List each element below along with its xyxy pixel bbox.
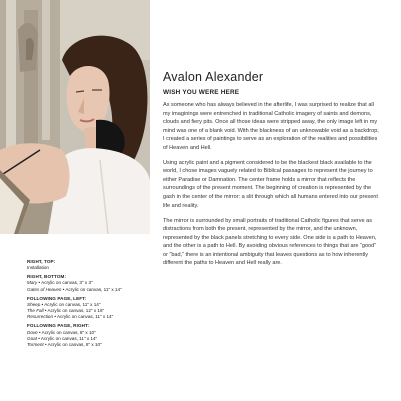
caption-heading: RIGHT, BOTTOM: bbox=[27, 274, 67, 280]
statement-paragraph: As someone who has always believed in the afterlife, I was surprised to realize that all my imaginings were entrenched in traditional Catholic imagery of saints and demons, clouds and fiery pits. Once all those ideas were stripped away, the only image left in my mind was one of a blank void. With the blackness of an unknowable void as a backdrop, I created a series of paintings to serve as an exploration of the realities and possibilities of Heaven and Hell. bbox=[163, 102, 379, 151]
caption-line: Installation bbox=[27, 265, 49, 271]
statement-paragraph: The mirror is surrounded by small portraits of traditional Catholic figures that serve as distractions from both the present, represented by the mirror, and the unknown, represented by the black panels stretching to every side. One side is a path to Heaven, and the other is a path to Hell. By avoiding obvious references to things that are “good” or “bad,” there is an intentional ambiguity that leaves questions as to how inherently different the paths to Heaven and Hell really are. bbox=[163, 217, 377, 267]
caption-line: Gates of Heaven • Acrylic on canvas, 11" x 14" bbox=[27, 286, 122, 292]
caption-heading: FOLLOWING PAGE, LEFT: bbox=[27, 295, 87, 301]
caption-block bbox=[27, 274, 152, 292]
artist-statement bbox=[163, 70, 380, 274]
caption-line: Goat • Acrylic on canvas, 11" x 14" bbox=[27, 335, 98, 341]
caption-line: The Fall • Acrylic on canvas, 12" x 16" bbox=[27, 308, 105, 314]
statement-paragraph: Using acrylic paint and a pigment considered to be the blackest black available to the world, I chose images vaguely related to Biblical passages to represent the journey to either Paradise or Damnation. The center frame holds a mirror that reflects the surroundings of the present moment. The beginning of creation is represented by the gash in the center of the mirror: a slit through which all humans entered into our present life and reality. bbox=[163, 159, 378, 209]
caption-heading: FOLLOWING PAGE, RIGHT: bbox=[27, 323, 90, 329]
image-captions bbox=[27, 259, 152, 351]
caption-line: Sheep • Acrylic on canvas, 11" x 14" bbox=[27, 301, 101, 307]
caption-line: Dove • Acrylic on canvas, 8" x 10" bbox=[27, 329, 96, 335]
artist-photo-illustration bbox=[0, 0, 150, 234]
caption-block bbox=[27, 296, 152, 320]
artist-photo bbox=[0, 0, 150, 234]
artist-name: Avalon Alexander bbox=[163, 70, 264, 84]
caption-line: Resurrection • Acrylic on canvas, 11" x 14" bbox=[27, 314, 114, 320]
caption-block bbox=[27, 323, 152, 347]
caption-line: Torment • Acrylic on canvas, 8" x 10" bbox=[27, 341, 102, 347]
caption-heading: RIGHT, TOP: bbox=[27, 259, 56, 264]
caption-line: Mary • Acrylic on canvas, 3" x 3" bbox=[27, 280, 93, 286]
statement-title: WISH YOU WERE HERE bbox=[163, 89, 240, 96]
caption-block bbox=[27, 259, 152, 271]
